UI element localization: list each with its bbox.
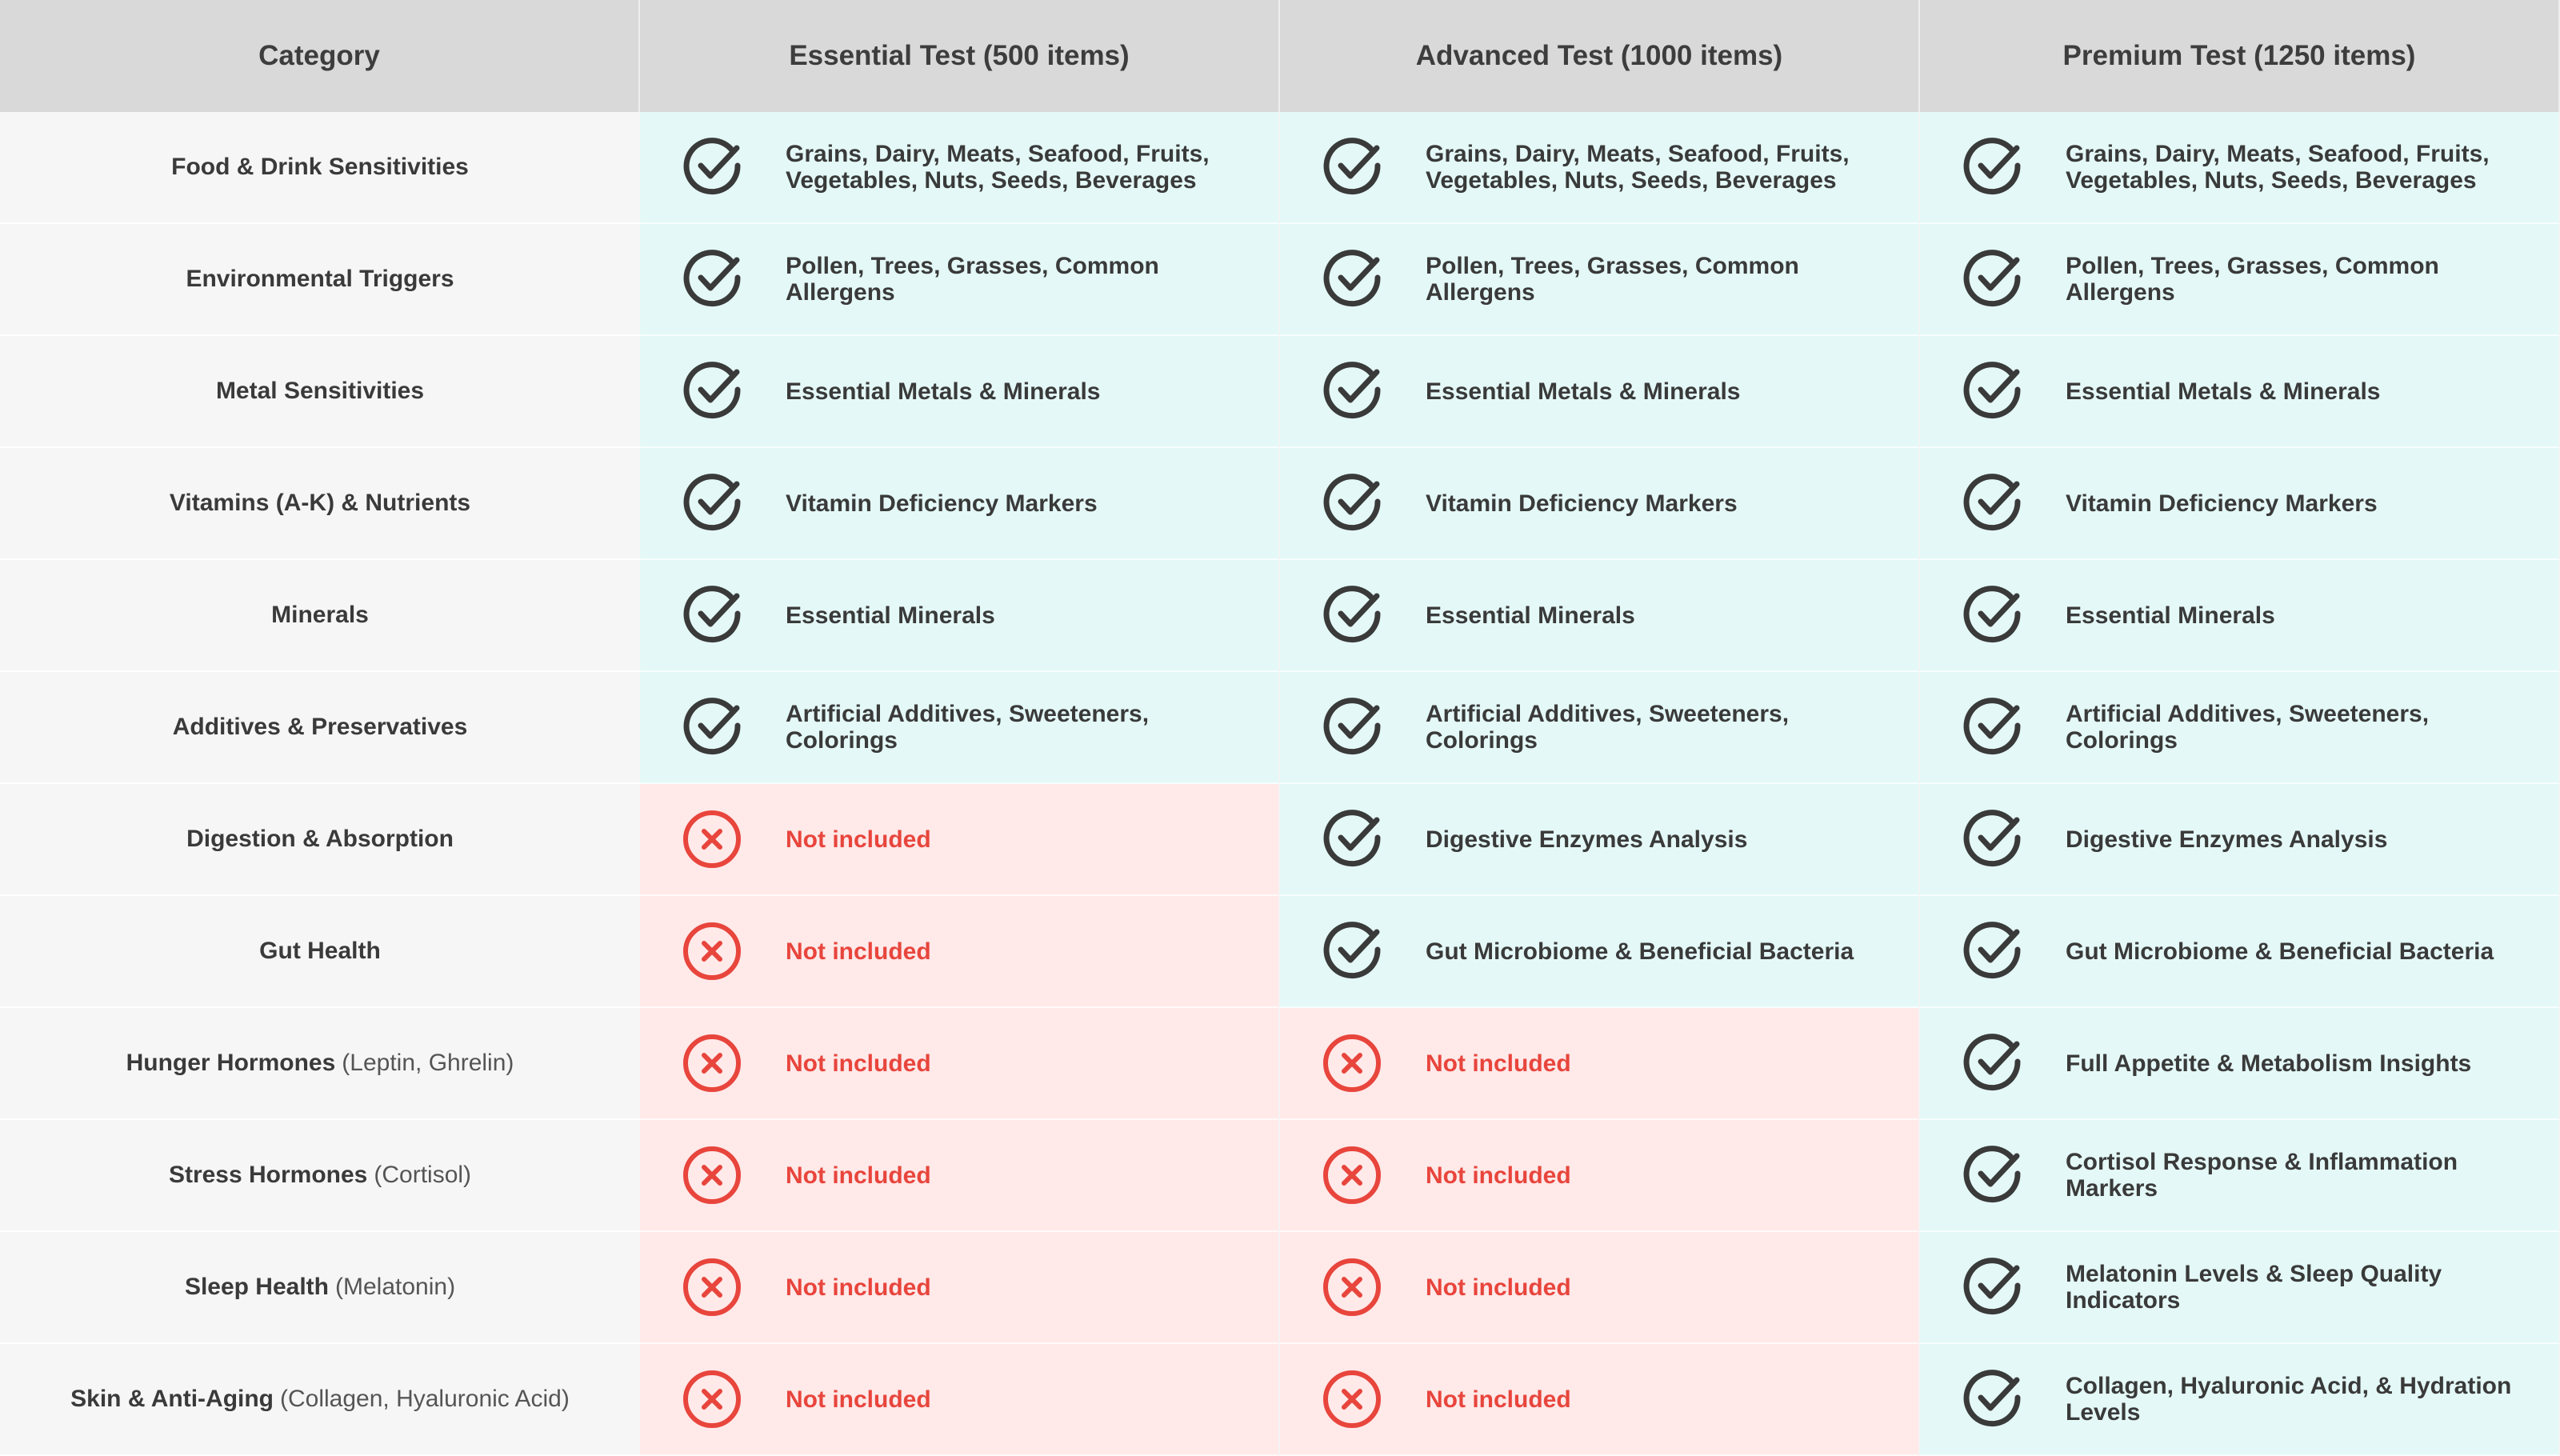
- premium-cell: [1920, 224, 2560, 336]
- check-circle-icon: [1960, 1255, 2024, 1319]
- check-circle-icon: [1960, 1367, 2024, 1431]
- row-category: [0, 896, 640, 1008]
- feature-text: Grains, Dairy, Meats, Seafood, Fruits, Vegetables, Nuts, Seeds, Beverages: [786, 141, 1210, 194]
- check-circle-icon: [1320, 695, 1384, 759]
- x-circle-icon: [680, 807, 744, 871]
- category-label: Gut Health: [259, 938, 381, 964]
- advanced-cell: [1280, 1008, 1920, 1120]
- essential-cell: [640, 224, 1280, 336]
- row-category: [0, 448, 640, 560]
- check-circle-icon: [1960, 1031, 2024, 1095]
- row-category: [0, 112, 640, 224]
- check-circle-icon: [1320, 807, 1384, 871]
- category-sublabel: (Cortisol): [374, 1162, 472, 1188]
- premium-cell: [1920, 672, 2560, 784]
- essential-cell: [640, 1008, 1280, 1120]
- check-circle-icon: [1320, 247, 1384, 311]
- not-included-text: Not included: [786, 938, 931, 965]
- premium-cell: [1920, 560, 2560, 672]
- category-label: Hunger Hormones: [126, 1050, 336, 1076]
- header-category: Category: [0, 0, 640, 112]
- feature-text: Essential Metals & Minerals: [786, 378, 1101, 405]
- category-label: Metal Sensitivities: [215, 378, 425, 404]
- not-included-text: Not included: [786, 1050, 931, 1077]
- advanced-cell: [1280, 1344, 1920, 1456]
- category-sublabel: (Collagen, Hyaluronic Acid): [280, 1386, 570, 1412]
- check-circle-icon: [1320, 471, 1384, 535]
- check-circle-icon: [680, 247, 744, 311]
- category-label: Environmental Triggers: [186, 266, 454, 292]
- essential-cell: [640, 1344, 1280, 1456]
- category-label: Vitamins (A-K) & Nutrients: [169, 490, 471, 516]
- premium-cell: [1920, 1120, 2560, 1232]
- feature-text: Digestive Enzymes Analysis: [1426, 826, 1748, 853]
- advanced-cell: [1280, 448, 1920, 560]
- essential-cell: [640, 448, 1280, 560]
- x-circle-icon: [1320, 1367, 1384, 1431]
- x-circle-icon: [680, 1143, 744, 1207]
- advanced-cell: [1280, 560, 1920, 672]
- not-included-text: Not included: [786, 826, 931, 853]
- row-category: [0, 1344, 640, 1456]
- row-category: [0, 1120, 640, 1232]
- row-category: [0, 224, 640, 336]
- x-circle-icon: [680, 1031, 744, 1095]
- feature-text: Cortisol Response & Inflammation Markers: [2066, 1149, 2458, 1202]
- advanced-cell: [1280, 784, 1920, 896]
- feature-text: Gut Microbiome & Beneficial Bacteria: [1426, 938, 1854, 965]
- row-category: [0, 560, 640, 672]
- essential-cell: [640, 1120, 1280, 1232]
- premium-cell: [1920, 1344, 2560, 1456]
- row-category: [0, 784, 640, 896]
- category-label: Skin & Anti-Aging: [70, 1386, 274, 1412]
- check-circle-icon: [680, 359, 744, 423]
- premium-cell: [1920, 1232, 2560, 1344]
- premium-cell: [1920, 1008, 2560, 1120]
- feature-text: Vitamin Deficiency Markers: [786, 490, 1098, 517]
- feature-text: Pollen, Trees, Grasses, Common Allergens: [2066, 253, 2439, 306]
- feature-text: Essential Metals & Minerals: [2066, 378, 2381, 405]
- essential-cell: [640, 336, 1280, 448]
- not-included-text: Not included: [1426, 1274, 1571, 1301]
- feature-text: Grains, Dairy, Meats, Seafood, Fruits, Vegetables, Nuts, Seeds, Beverages: [1426, 141, 1850, 194]
- essential-cell: [640, 1232, 1280, 1344]
- check-circle-icon: [1960, 135, 2024, 199]
- feature-text: Full Appetite & Metabolism Insights: [2066, 1050, 2472, 1077]
- x-circle-icon: [1320, 1255, 1384, 1319]
- feature-text: Essential Metals & Minerals: [1426, 378, 1741, 405]
- feature-text: Pollen, Trees, Grasses, Common Allergens: [1426, 253, 1799, 306]
- advanced-cell: [1280, 224, 1920, 336]
- feature-text: Pollen, Trees, Grasses, Common Allergens: [786, 253, 1159, 306]
- not-included-text: Not included: [786, 1386, 931, 1413]
- check-circle-icon: [680, 135, 744, 199]
- feature-text: Artificial Additives, Sweeteners, Colorings: [1426, 701, 1790, 754]
- check-circle-icon: [1320, 135, 1384, 199]
- premium-cell: [1920, 448, 2560, 560]
- check-circle-icon: [1960, 583, 2024, 647]
- feature-text: Essential Minerals: [2066, 602, 2275, 629]
- premium-cell: [1920, 112, 2560, 224]
- feature-text: Artificial Additives, Sweeteners, Colorings: [786, 701, 1150, 754]
- not-included-text: Not included: [1426, 1050, 1571, 1077]
- header-essential: Essential Test (500 items): [640, 0, 1280, 112]
- advanced-cell: [1280, 896, 1920, 1008]
- x-circle-icon: [1320, 1031, 1384, 1095]
- feature-text: Vitamin Deficiency Markers: [2066, 490, 2378, 517]
- check-circle-icon: [1320, 919, 1384, 983]
- check-circle-icon: [1960, 359, 2024, 423]
- category-label: Minerals: [271, 602, 369, 628]
- feature-text: Melatonin Levels & Sleep Quality Indicators: [2066, 1261, 2442, 1314]
- feature-text: Collagen, Hyaluronic Acid, & Hydration Levels: [2066, 1373, 2512, 1426]
- premium-cell: [1920, 896, 2560, 1008]
- check-circle-icon: [1320, 359, 1384, 423]
- check-circle-icon: [1960, 807, 2024, 871]
- feature-text: Artificial Additives, Sweeteners, Colorings: [2066, 701, 2430, 754]
- feature-text: Essential Minerals: [1426, 602, 1635, 629]
- advanced-cell: [1280, 112, 1920, 224]
- feature-text: Grains, Dairy, Meats, Seafood, Fruits, Vegetables, Nuts, Seeds, Beverages: [2066, 141, 2490, 194]
- check-circle-icon: [1960, 247, 2024, 311]
- feature-text: Essential Minerals: [786, 602, 995, 629]
- essential-cell: [640, 560, 1280, 672]
- check-circle-icon: [1960, 471, 2024, 535]
- not-included-text: Not included: [786, 1162, 931, 1189]
- check-circle-icon: [1320, 583, 1384, 647]
- feature-text: Vitamin Deficiency Markers: [1426, 490, 1738, 517]
- row-category: [0, 1008, 640, 1120]
- check-circle-icon: [1960, 1143, 2024, 1207]
- advanced-cell: [1280, 672, 1920, 784]
- essential-cell: [640, 672, 1280, 784]
- x-circle-icon: [680, 1367, 744, 1431]
- row-category: [0, 336, 640, 448]
- x-circle-icon: [680, 1255, 744, 1319]
- essential-cell: [640, 784, 1280, 896]
- header-premium: Premium Test (1250 items): [1920, 0, 2560, 112]
- premium-cell: [1920, 784, 2560, 896]
- category-sublabel: (Melatonin): [335, 1274, 456, 1300]
- category-sublabel: (Leptin, Ghrelin): [342, 1050, 514, 1076]
- check-circle-icon: [680, 471, 744, 535]
- category-label: Digestion & Absorption: [186, 826, 454, 852]
- category-label: Sleep Health: [184, 1274, 329, 1300]
- feature-text: Digestive Enzymes Analysis: [2066, 826, 2388, 853]
- check-circle-icon: [1960, 919, 2024, 983]
- row-category: [0, 672, 640, 784]
- check-circle-icon: [680, 583, 744, 647]
- x-circle-icon: [680, 919, 744, 983]
- feature-text: Gut Microbiome & Beneficial Bacteria: [2066, 938, 2494, 965]
- premium-cell: [1920, 336, 2560, 448]
- category-label: Food & Drink Sensitivities: [171, 154, 469, 180]
- category-label: Additives & Preservatives: [172, 714, 468, 740]
- advanced-cell: [1280, 1232, 1920, 1344]
- check-circle-icon: [1960, 695, 2024, 759]
- not-included-text: Not included: [1426, 1162, 1571, 1189]
- essential-cell: [640, 112, 1280, 224]
- row-category: [0, 1232, 640, 1344]
- check-circle-icon: [680, 695, 744, 759]
- x-circle-icon: [1320, 1143, 1384, 1207]
- advanced-cell: [1280, 336, 1920, 448]
- essential-cell: [640, 896, 1280, 1008]
- not-included-text: Not included: [786, 1274, 931, 1301]
- category-label: Stress Hormones: [168, 1162, 368, 1188]
- not-included-text: Not included: [1426, 1386, 1571, 1413]
- header-advanced: Advanced Test (1000 items): [1280, 0, 1920, 112]
- advanced-cell: [1280, 1120, 1920, 1232]
